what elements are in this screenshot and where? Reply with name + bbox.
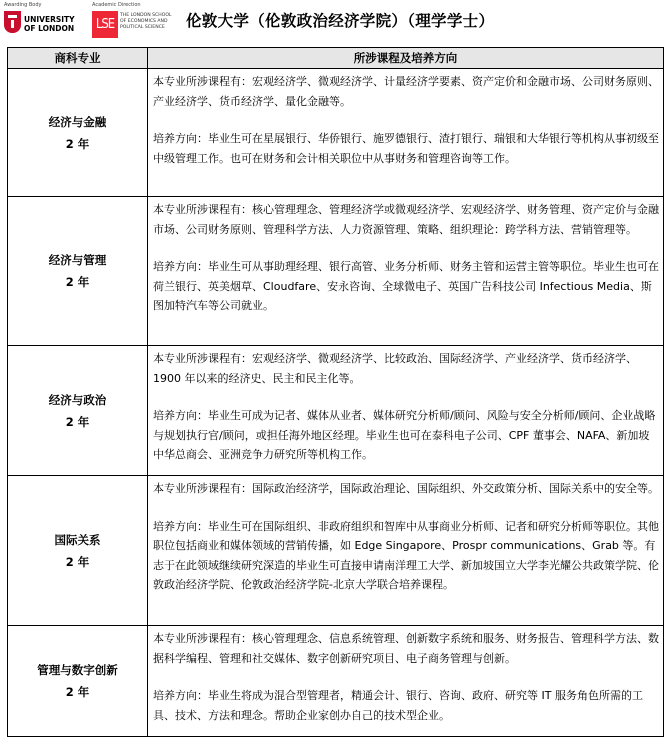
career-text: 培养方向：毕业生可从事助理经理、银行高管、业务分析师、财务主管和运营主管等职位。毕业生也可在荷兰银行、英美烟草、Cloudfare、安永咨询、全球微电子、英国广告科技公司 Infectious Media、斯图加特汽车等公司就业。 [153,260,659,312]
description-cell [148,476,664,626]
career-text: 培养方向：毕业生可在国际组织、非政府组织和智库中从事商业分析师、记者和研究分析师等职位。其他职位包括商业和媒体领域的营销传播，如 Edge Singapore、Prospr communications、Grab 等。有志于在此领域继续研究深造的毕业生可直接申请南洋理工大学、新加坡国立大学李光耀公共政策学院、伦敦政治经济学院、伦敦政治经济学院-北京大学联合培养课程。 [153,519,659,591]
programs-table [7,47,664,737]
lse-logo [92,2,172,42]
courses-text: 本专业所涉课程有：核心管理理念、信息系统管理、创新数字系统和服务、财务报告、管理科学方法、数据科学编程、管理和社交媒体、数字创新研究项目、电子商务管理与创新。 [153,632,659,665]
lse-wordmark: THE LONDON SCHOOL OF ECONOMICS AND POLITICAL SCIENCE [120,13,172,30]
major-years: 2 年 [65,136,90,151]
major-cell [8,476,148,626]
description-cell [148,197,664,346]
courses-text: 本专业所涉课程有：宏观经济学、微观经济学、比较政治、国际经济学、产业经济学、货币经济学、1900 年以来的经济史、民主和民主化等。 [153,352,637,385]
major-name: 经济与政治 [48,392,107,407]
page-title: 伦敦大学（伦敦政治经济学院）（理学学士） [186,12,495,30]
major-years: 2 年 [65,685,90,699]
major-years: 2 年 [65,414,90,429]
uol-crest-icon [4,11,21,33]
major-name: 经济与管理 [48,253,107,267]
description-cell [148,626,664,737]
major-name: 经济与金融 [48,114,107,129]
courses-text: 本专业所涉课程有：宏观经济学、微观经济学、计量经济学要素、资产定价和金融市场、公司财务原则、产业经济学、货币经济学、量化金融等。 [153,75,659,108]
career-text: 培养方向：毕业生将成为混合型管理者，精通会计、银行、咨询、政府、研究等 IT 服务角色所需的工具、技术、方法和理念。帮助企业家创办自己的技术型企业。 [153,689,643,722]
description-cell [148,69,664,197]
university-of-london-logo [4,2,82,42]
uol-wordmark: UNIVERSITY OF LONDON [24,15,75,33]
table-row [8,197,664,346]
courses-text: 本专业所涉课程有：国际政治经济学，国际政治理论、国际组织、外交政策分析、国际关系中的安全等。 [153,482,659,495]
lse-mark-icon: LSE [92,11,118,38]
table-header-row [8,48,664,69]
column-header-major: 商科专业 [8,48,148,69]
table-row [8,476,664,626]
major-cell [8,69,148,197]
major-cell [8,197,148,346]
major-name: 管理与数字创新 [37,663,118,677]
document-header [0,0,667,44]
major-name: 国际关系 [54,532,101,547]
major-years: 2 年 [65,275,90,289]
major-cell [8,626,148,737]
table-row [8,626,664,737]
major-years: 2 年 [65,554,90,569]
career-text: 培养方向：毕业生可成为记者、媒体从业者、媒体研究分析师/顾问、风险与安全分析师/顾问、企业战略与规划执行官/顾问，或担任海外地区经理。毕业生也可在泰科电子公司、CPF 董事会、NAFA、新加坡中华总商会、亚洲竞争力研究所等机构工作。 [153,409,656,461]
table-row [8,346,664,476]
description-cell [148,346,664,476]
academic-direction-caption: Academic Direction [92,2,141,8]
awarding-body-caption: Awarding Body [4,2,42,8]
major-cell [8,346,148,476]
table-row [8,69,664,197]
column-header-desc: 所涉课程及培养方向 [148,48,664,69]
courses-text: 本专业所涉课程有：核心管理理念、管理经济学或微观经济学、宏观经济学、财务管理、资产定价与金融市场、公司财务原则、管理科学方法、人力资源管理、策略、组织理论：跨学科方法、营销管理等。 [153,203,659,236]
career-text: 培养方向：毕业生可在星展银行、华侨银行、施罗德银行、渣打银行、瑞银和大华银行等机构从事初级至中级管理工作。也可在财务和会计相关职位中从事财务和管理咨询等工作。 [153,132,659,165]
